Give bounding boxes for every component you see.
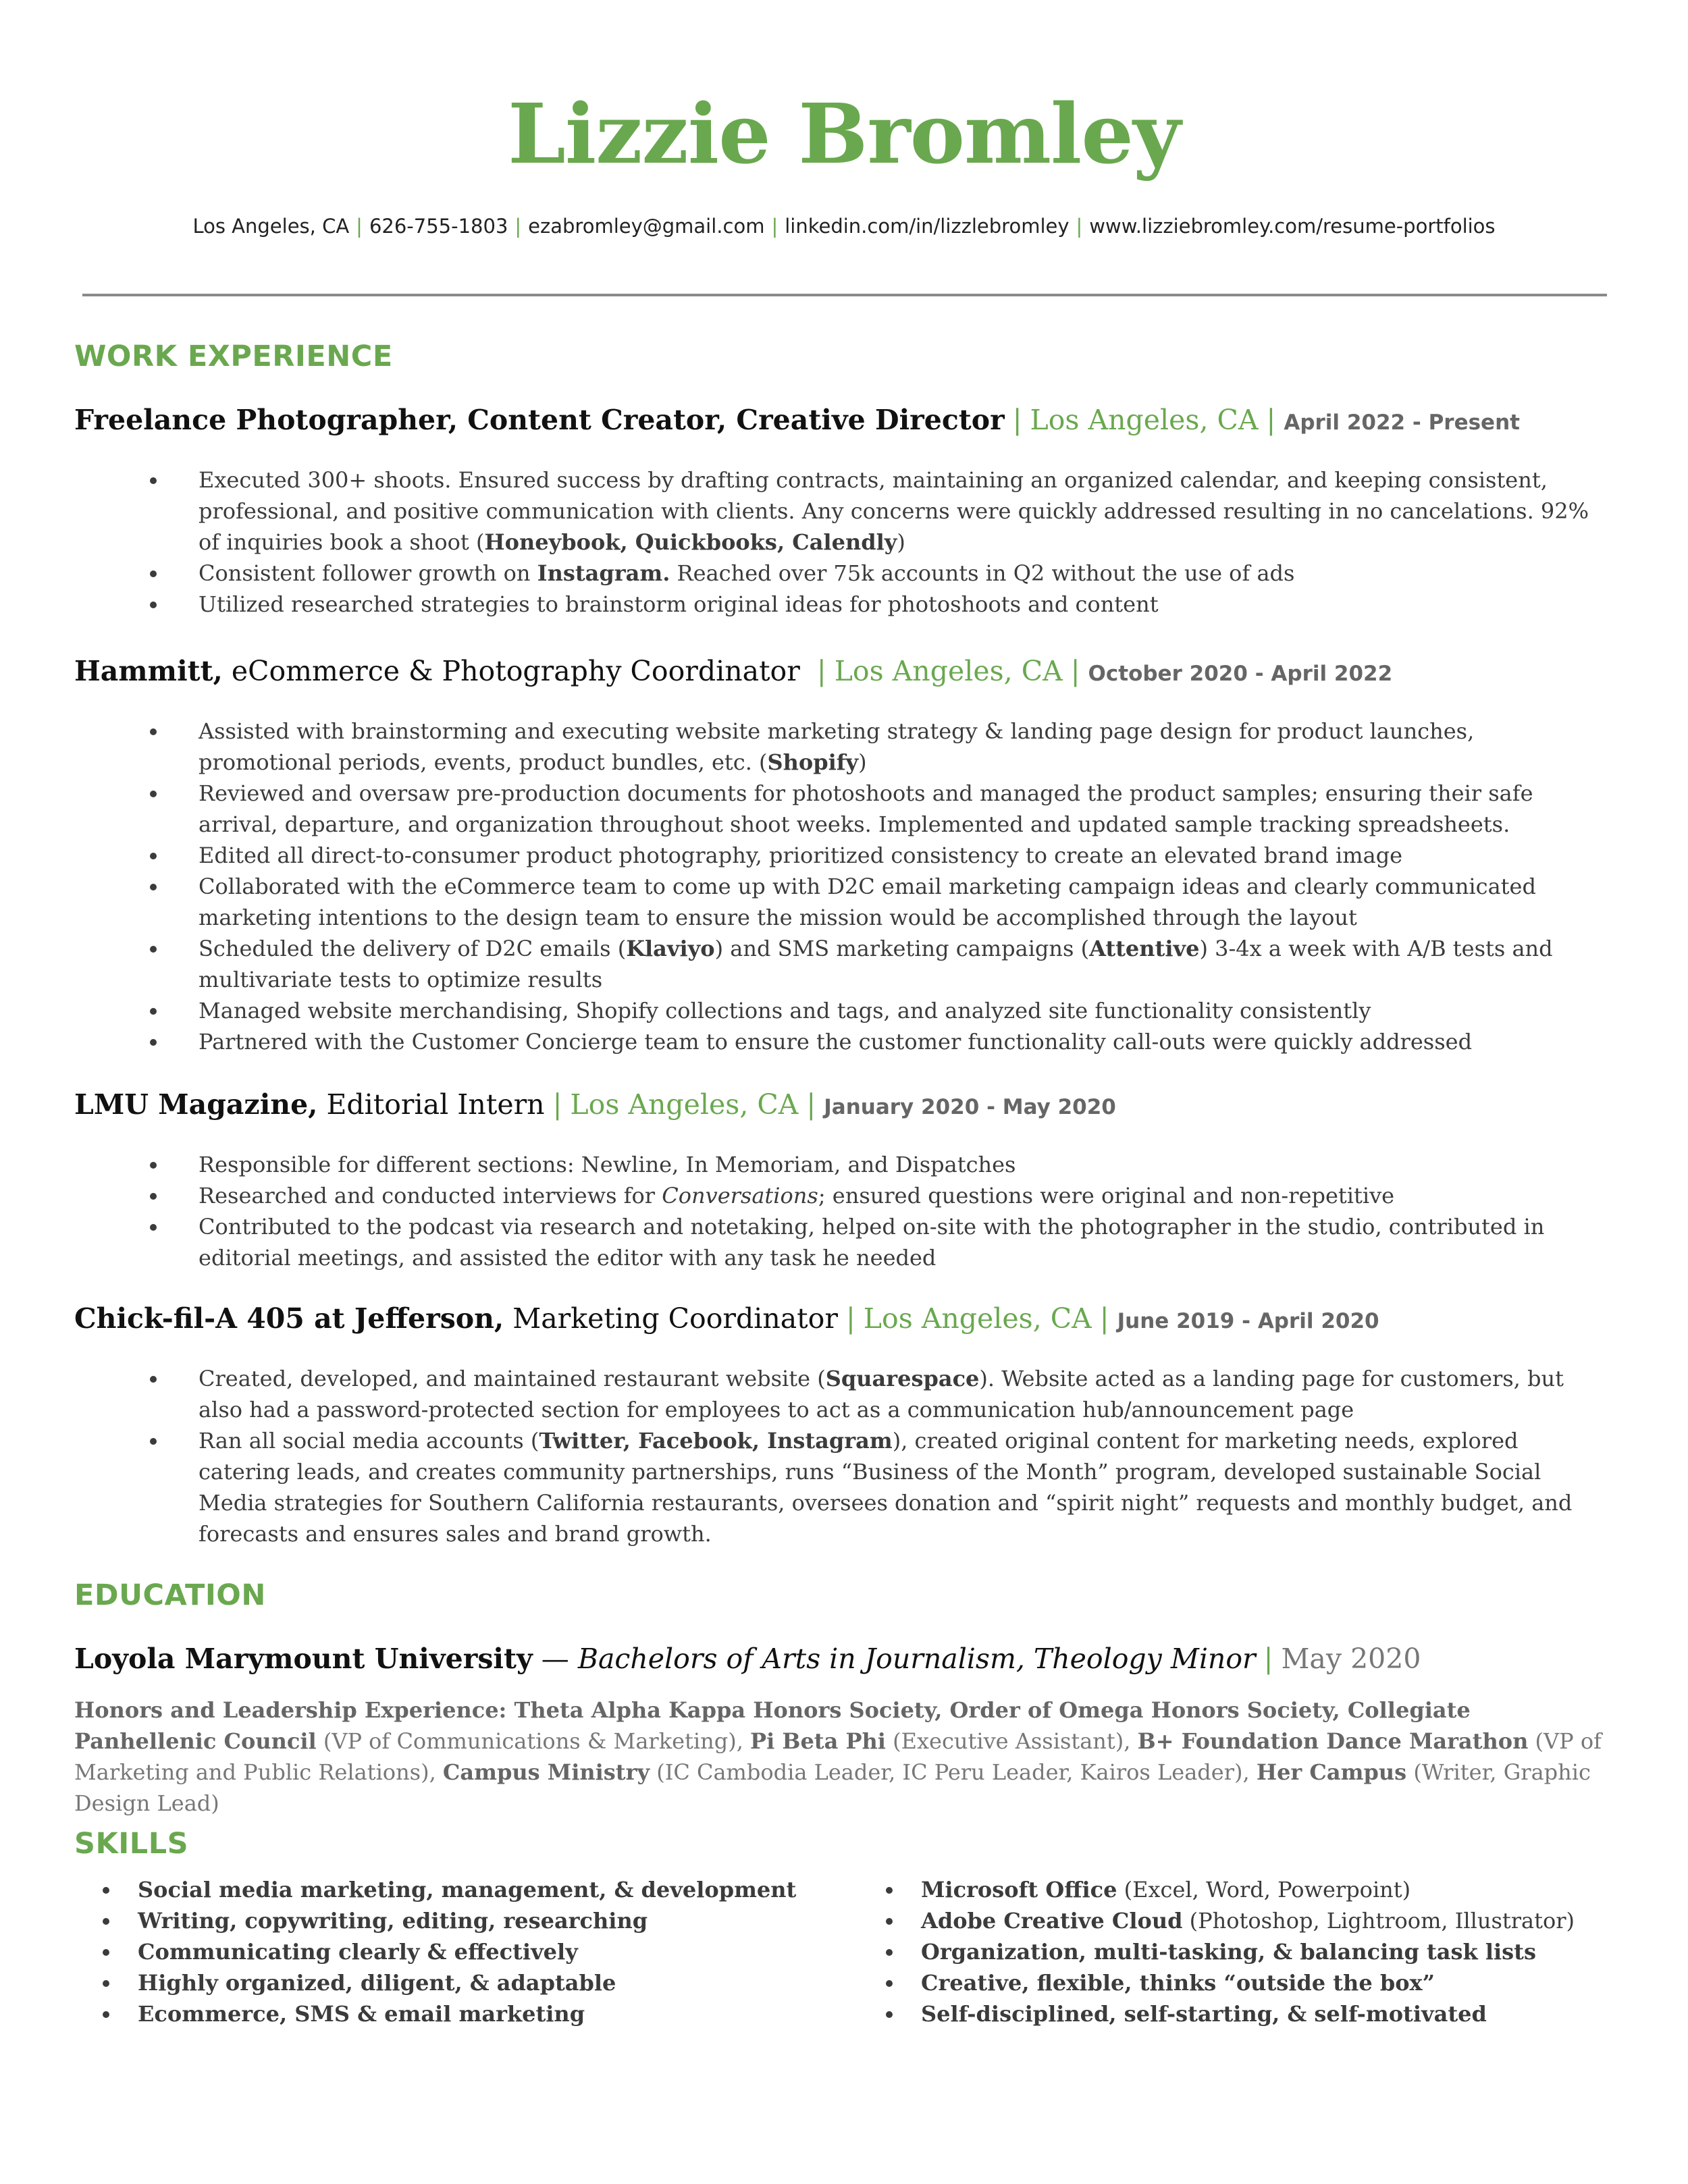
skills-list-right (886, 1874, 1575, 2029)
job-location: Los Angeles, CA (834, 655, 1063, 687)
bullet-tools: Shopify (767, 749, 859, 775)
job-location: Los Angeles, CA (1030, 404, 1259, 436)
job-dates: October 2020 - April 2022 (1088, 662, 1393, 686)
bullet-text: Edited all direct-to-consumer product photography, prioritized consistency to create an elevated brand image (199, 843, 1403, 868)
list-item (103, 1967, 796, 1998)
bullet-text: Reached over 75k accounts in Q2 without the use of ads (670, 560, 1295, 586)
job-separator: | (1266, 404, 1276, 436)
skill-text: Adobe Creative Cloud (921, 1908, 1183, 1934)
bullet-text: Scheduled the delivery of D2C emails ( (199, 936, 627, 961)
honors-text: (Executive Assistant), (885, 1728, 1138, 1754)
skill-text: Highly organized, diligent, & adaptable (138, 1970, 616, 1996)
job-separator: | (806, 1088, 816, 1121)
bullet-text: ), created original content for marketing needs, explored catering leads, and creates community partnerships, runs “Business of the Month” program, developed sustainable Social Media strategies for Southern California restaurants, oversees donation and “spirit night” requests and monthly budget, and forecasts and ensures sales and brand growth. (199, 1428, 1573, 1547)
bullet-publication: Conversations (662, 1183, 818, 1208)
honors-org: Campus Ministry (442, 1759, 650, 1785)
education-separator: | (1263, 1643, 1273, 1675)
contact-email[interactable]: ezabromley@gmail.com (528, 215, 765, 238)
bullet-text: Ran all social media accounts ( (199, 1428, 539, 1454)
section-title-skills: SKILLS (74, 1827, 189, 1861)
bullet-text: ) (897, 529, 905, 555)
bullet-text: ) (858, 749, 867, 775)
list-item (150, 1149, 1607, 1180)
skill-text: Social media marketing, management, & development (138, 1877, 797, 1902)
list-item (103, 1998, 796, 2029)
bullet-text: Created, developed, and maintained restaurant website ( (199, 1366, 826, 1391)
skill-text: Self-disciplined, self-starting, & self-motivated (921, 2001, 1487, 2027)
bullet-text: Managed website merchandising, Shopify collections and tags, and analyzed site functionality consistently (199, 998, 1371, 1023)
bullet-tools: Instagram. (537, 560, 670, 586)
contact-separator: | (515, 215, 522, 238)
contact-linkedin[interactable]: linkedin.com/in/lizzlebromley (785, 215, 1070, 238)
list-item (150, 840, 1607, 871)
job-heading-chick-fil-a (74, 1302, 1379, 1335)
contact-website[interactable]: www.lizziebromley.com/resume-portfolios (1089, 215, 1496, 238)
bullet-tools: Honeybook, Quickbooks, Calendly (484, 529, 897, 555)
job-company: Chick-fil-A 405 at Jefferson, (74, 1302, 504, 1335)
job-heading-lmu (74, 1088, 1116, 1121)
list-item (886, 1905, 1575, 1936)
honors-paragraph (74, 1695, 1607, 1819)
bullet-text: ; ensured questions were original and non-repetitive (818, 1183, 1395, 1208)
list-item (150, 1211, 1607, 1273)
contact-phone: 626-755-1803 (369, 215, 508, 238)
header-divider (82, 294, 1607, 296)
bullet-text: Utilized researched strategies to brainstorm original ideas for photoshoots and content (199, 591, 1159, 617)
job-role: Marketing Coordinator (504, 1302, 838, 1335)
list-item (150, 933, 1607, 995)
contact-separator: | (1076, 215, 1083, 238)
honors-text: (VP of Communications & Marketing), (316, 1728, 751, 1754)
job-separator: | (552, 1088, 562, 1121)
list-item (150, 558, 1607, 589)
skill-text: Creative, flexible, thinks “outside the box” (921, 1970, 1435, 1996)
skills-list-left (103, 1874, 796, 2029)
bullet-tools: Squarespace (825, 1366, 980, 1391)
job-separator: | (1070, 655, 1080, 687)
education-school: Loyola Marymount University (74, 1643, 533, 1675)
list-item (103, 1936, 796, 1967)
honors-org: B+ Foundation Dance Marathon (1137, 1728, 1529, 1754)
list-item (150, 1363, 1607, 1425)
skill-text: Ecommerce, SMS & email marketing (138, 2001, 585, 2027)
skill-text: Writing, copywriting, editing, researching (138, 1908, 648, 1934)
bullet-tools: Klaviyo (626, 936, 715, 961)
bullet-text: Partnered with the Customer Concierge team to ensure the customer functionality call-outs were quickly addressed (199, 1029, 1473, 1055)
job-bullets-lmu (150, 1149, 1607, 1273)
contact-line (0, 215, 1688, 238)
job-separator: | (845, 1302, 855, 1335)
job-heading-hammitt (74, 655, 1392, 687)
job-role: Editorial Intern (317, 1088, 545, 1121)
job-location: Los Angeles, CA (570, 1088, 799, 1121)
skill-text: Organization, multi-tasking, & balancing task lists (921, 1939, 1536, 1965)
list-item (103, 1874, 796, 1905)
skill-detail: (Excel, Word, Powerpoint) (1117, 1877, 1411, 1902)
education-heading (74, 1643, 1421, 1675)
bullet-text: Consistent follower growth on (199, 560, 537, 586)
bullet-text: ). Website acted as a landing page for customers, but also had a password-protected section for employees to act as a communication hub/announcement page (199, 1366, 1564, 1422)
list-item (886, 1936, 1575, 1967)
skill-detail: (Photoshop, Lightroom, Illustrator) (1182, 1908, 1575, 1934)
list-item (150, 1026, 1607, 1057)
contact-location: Los Angeles, CA (192, 215, 350, 238)
list-item (886, 1967, 1575, 1998)
job-company: LMU Magazine, (74, 1088, 318, 1121)
skill-text: Communicating clearly & effectively (138, 1939, 578, 1965)
education-dash: — (532, 1643, 578, 1675)
bullet-tools: Attentive (1089, 936, 1200, 961)
list-item (150, 464, 1607, 558)
job-role: eCommerce & Photography Coordinator (222, 655, 809, 687)
list-item (150, 778, 1607, 840)
bullet-tools: Twitter, Facebook, Instagram (539, 1428, 893, 1454)
honors-lead: Honors and Leadership Experience: Theta Alpha Kappa Honors Society, Order of Omega Honors Society, Collegiate Panhellenic Council (74, 1697, 1471, 1754)
job-dates: April 2022 - Present (1284, 410, 1520, 435)
job-bullets-chick-fil-a (150, 1363, 1607, 1549)
bullet-text: Reviewed and oversaw pre-production documents for photoshoots and managed the product samples; ensuring their safe arrival, departure, and organization throughout shoot weeks. Implemented and updated sample tracking spreadsheets. (199, 780, 1533, 837)
job-location: Los Angeles, CA (863, 1302, 1092, 1335)
job-heading-freelance (74, 404, 1520, 436)
bullet-text: ) and SMS marketing campaigns ( (714, 936, 1090, 961)
skill-text: Microsoft Office (921, 1877, 1117, 1902)
bullet-text: Responsible for different sections: Newline, In Memoriam, and Dispatches (199, 1152, 1016, 1177)
list-item (150, 1180, 1607, 1211)
honors-text: (IC Cambodia Leader, IC Peru Leader, Kairos Leader), (650, 1759, 1257, 1785)
job-separator: | (1099, 1302, 1109, 1335)
job-separator: | (1012, 404, 1022, 436)
section-title-education: EDUCATION (74, 1578, 266, 1612)
education-date: May 2020 (1281, 1643, 1421, 1675)
list-item (150, 995, 1607, 1026)
honors-text: (VP of Marketing and Public Relations), (74, 1728, 1602, 1785)
section-title-work: WORK EXPERIENCE (74, 340, 393, 373)
list-item (150, 871, 1607, 933)
list-item (150, 589, 1607, 620)
list-item (103, 1905, 796, 1936)
job-company: Freelance Photographer, Content Creator, Creative Director (74, 404, 1005, 436)
bullet-text: Executed 300+ shoots. Ensured success by drafting contracts, maintaining an organized calendar, and keeping consistent, professional, and positive communication with clients. Any concerns were quickly addressed resulting in no cancelations. 92% of inquiries book a shoot ( (199, 467, 1589, 555)
contact-separator: | (356, 215, 363, 238)
honors-text: (Writer, Graphic Design Lead) (74, 1759, 1591, 1816)
bullet-text: Collaborated with the eCommerce team to come up with D2C email marketing campaign ideas and clearly communicated marketing intentions to the design team to ensure the mission would be accomplished through the layout (199, 874, 1536, 930)
job-separator: | (816, 655, 826, 687)
honors-org: Pi Beta Phi (750, 1728, 886, 1754)
list-item (150, 1425, 1607, 1549)
job-dates: January 2020 - May 2020 (824, 1095, 1116, 1119)
bullet-text: Contributed to the podcast via research and notetaking, helped on-site with the photographer in the studio, contributed in editorial meetings, and assisted the editor with any task he needed (199, 1214, 1545, 1271)
job-company: Hammitt, (74, 655, 223, 687)
contact-separator: | (771, 215, 779, 238)
list-item (150, 716, 1607, 778)
bullet-text: ) 3-4x a week with A/B tests and multivariate tests to optimize results (199, 936, 1553, 992)
candidate-name: Lizzie Bromley (508, 85, 1180, 182)
job-bullets-freelance (150, 464, 1607, 620)
job-bullets-hammitt (150, 716, 1607, 1057)
honors-org: Her Campus (1256, 1759, 1407, 1785)
education-degree: Bachelors of Arts in Journalism, Theology Minor (577, 1643, 1256, 1675)
bullet-text: Assisted with brainstorming and executing website marketing strategy & landing page design for product launches, promotional periods, events, product bundles, etc. ( (199, 718, 1475, 775)
bullet-text: Researched and conducted interviews for (199, 1183, 662, 1208)
list-item (886, 1874, 1575, 1905)
job-dates: June 2019 - April 2020 (1117, 1309, 1379, 1333)
list-item (886, 1998, 1575, 2029)
